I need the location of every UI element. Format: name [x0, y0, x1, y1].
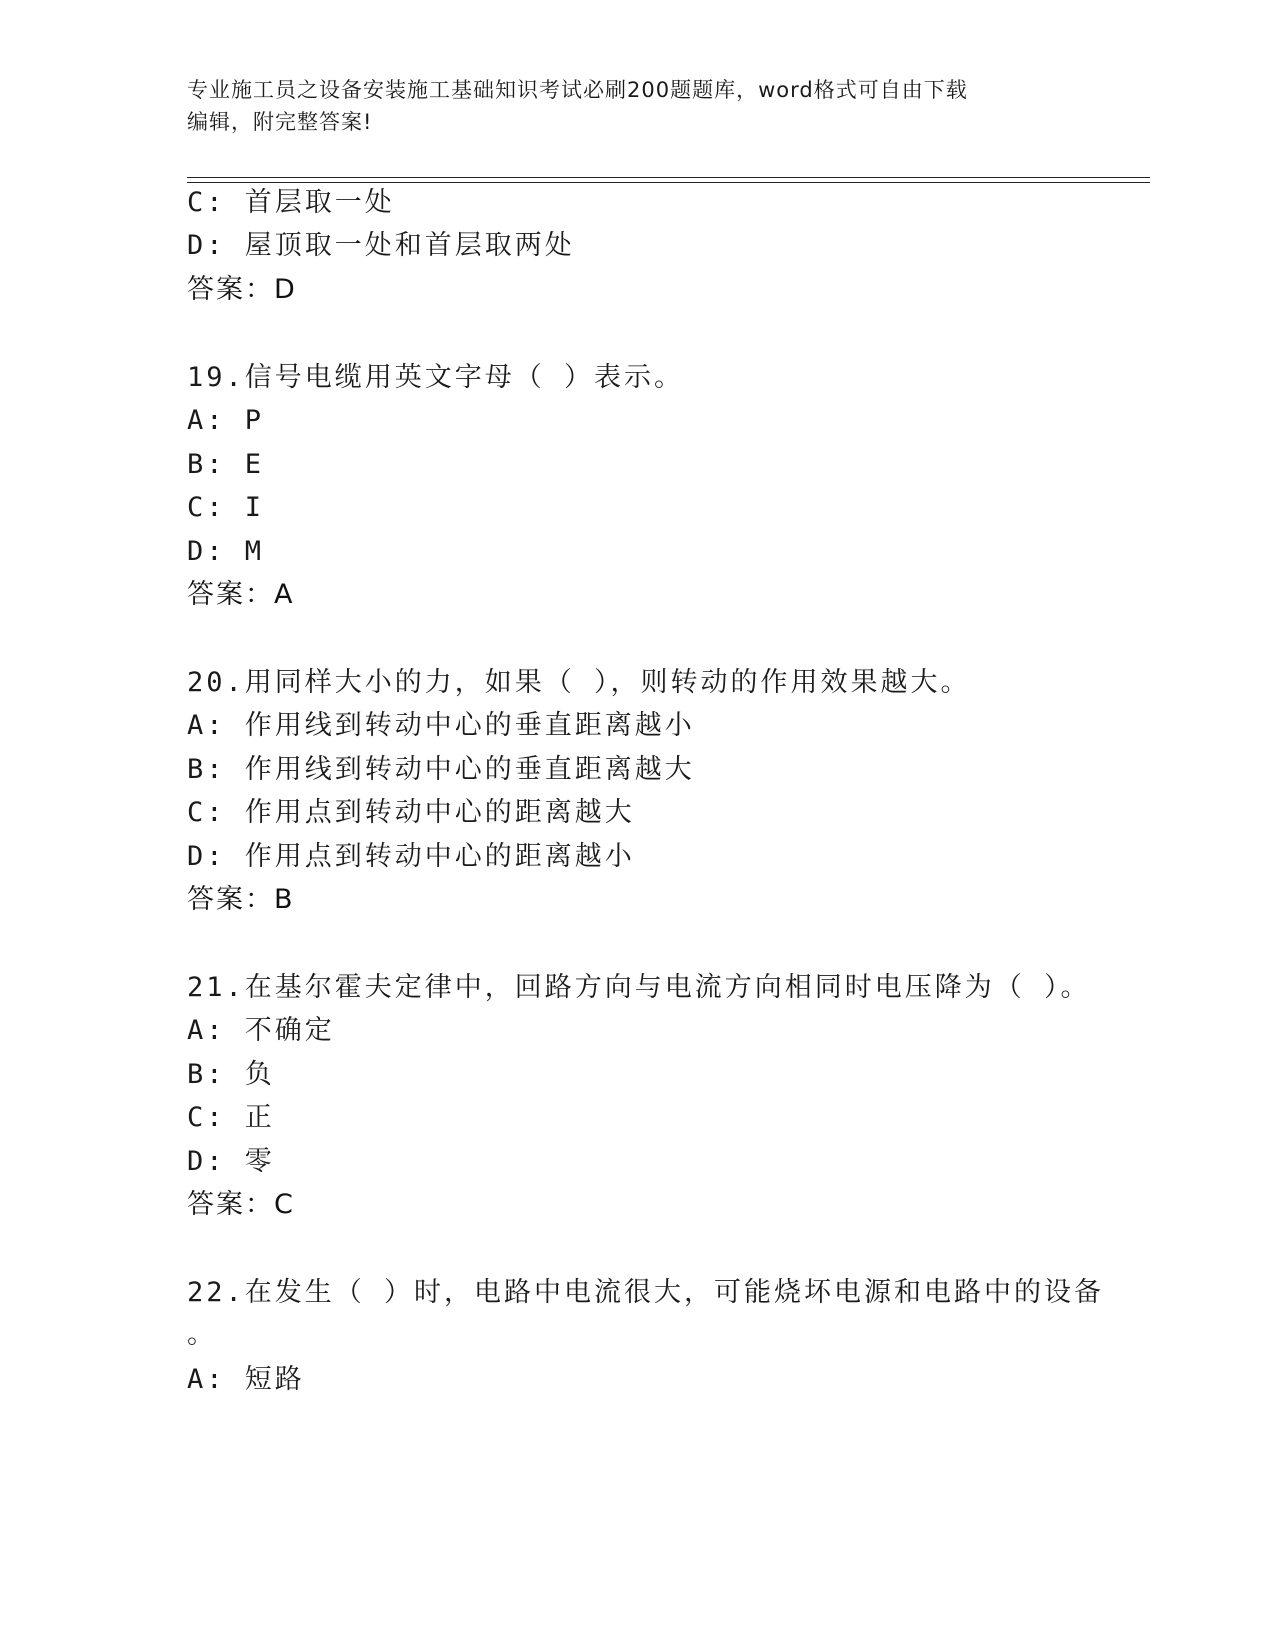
q20-option-c: C: 作用点到转动中心的距离越大	[187, 797, 635, 828]
q21-option-a: A: 不确定	[187, 1015, 335, 1046]
header-divider-top	[187, 177, 1150, 178]
q19-answer: 答案：A	[187, 579, 295, 610]
q20-option-a: A: 作用线到转动中心的垂直距离越小	[187, 710, 695, 741]
q21-answer: 答案：C	[187, 1189, 295, 1220]
q21-option-c: C: 正	[187, 1102, 275, 1133]
q20-option-b: B: 作用线到转动中心的垂直距离越大	[187, 754, 695, 785]
q21-option-b: B: 负	[187, 1059, 275, 1090]
header-divider-bottom	[187, 182, 1150, 183]
q22-question-line2: 。	[187, 1319, 217, 1350]
q20-option-d: D: 作用点到转动中心的距离越小	[187, 841, 635, 872]
document-header	[187, 74, 1067, 138]
q19-option-a: A: P	[187, 405, 265, 436]
q19-question: 19.信号电缆用英文字母（ ）表示。	[187, 362, 685, 393]
q18-answer: 答案：D	[187, 274, 297, 305]
q19-option-d: D: M	[187, 536, 265, 567]
q20-question: 20.用同样大小的力，如果（ ），则转动的作用效果越大。	[187, 667, 971, 698]
q19-option-c: C: I	[187, 492, 265, 523]
q19-option-b: B: E	[187, 449, 265, 480]
q18-option-c: C: 首层取一处	[187, 187, 395, 218]
q22-question-line1: 22.在发生（ ）时，电路中电流很大，可能烧坏电源和电路中的设备	[187, 1277, 1105, 1308]
q21-question: 21.在基尔霍夫定律中，回路方向与电流方向相同时电压降为（ ）。	[187, 972, 1091, 1003]
q21-option-d: D: 零	[187, 1146, 275, 1177]
header-title-line2: 编辑，附完整答案!	[187, 110, 373, 134]
header-title-line1: 专业施工员之设备安装施工基础知识考试必刷200题题库，word格式可自由下载	[187, 78, 968, 102]
q18-option-d: D: 屋顶取一处和首层取两处	[187, 230, 575, 261]
q20-answer: 答案：B	[187, 884, 295, 915]
q22-option-a: A: 短路	[187, 1364, 305, 1395]
